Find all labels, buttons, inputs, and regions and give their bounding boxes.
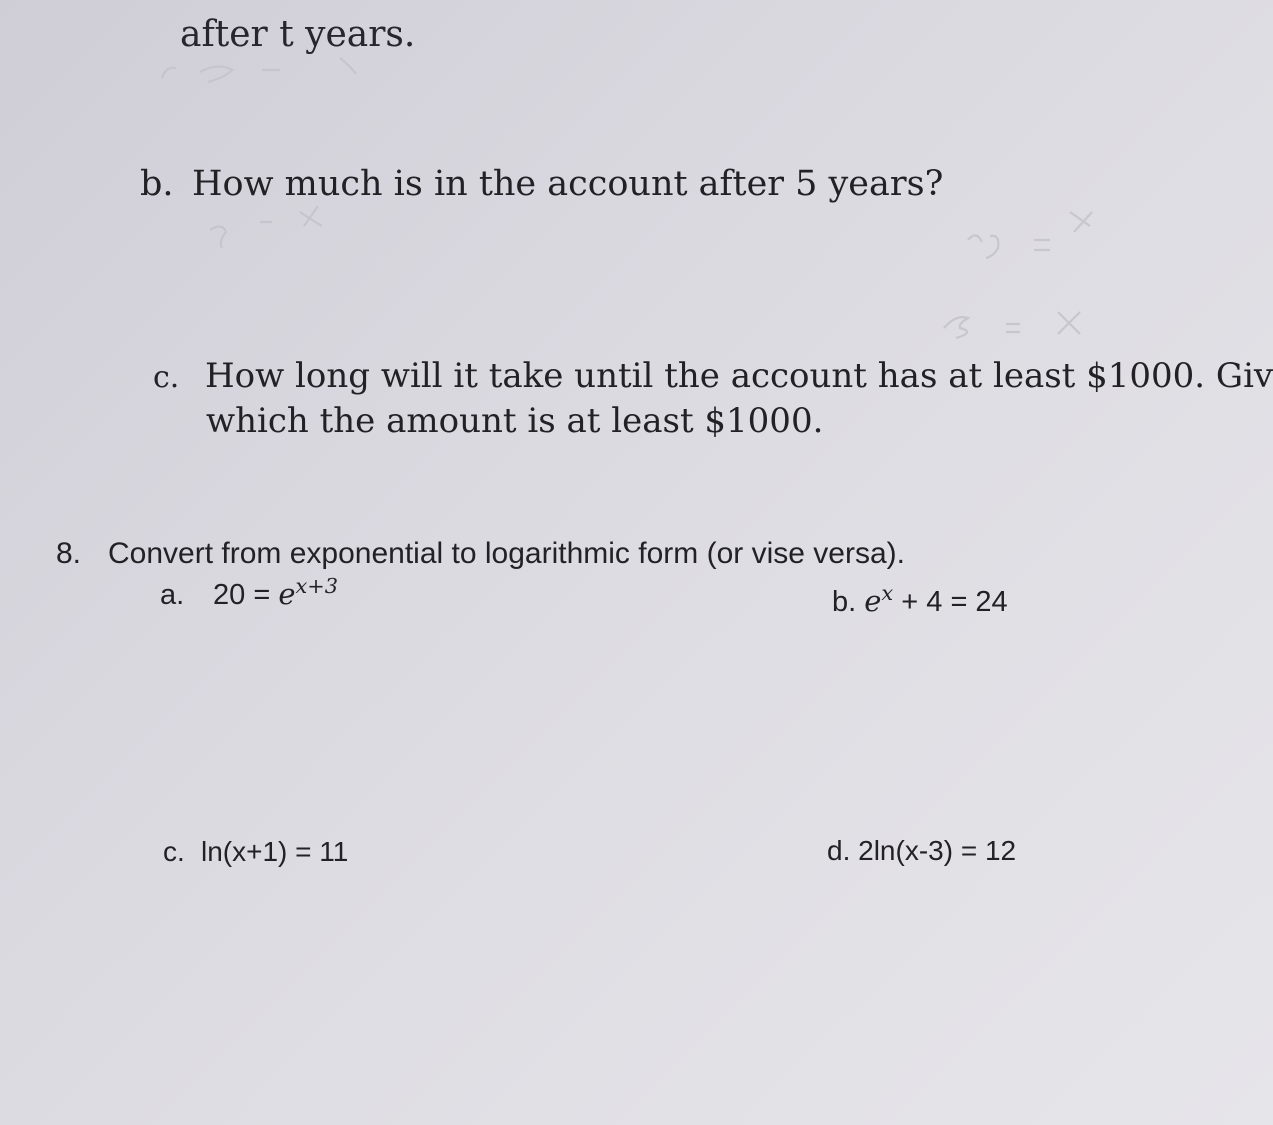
previous-question-ending: after t years.	[180, 14, 416, 55]
problem-8a-base: e	[278, 577, 296, 611]
problem-8a	[160, 573, 339, 612]
question-c-label: c.	[153, 360, 180, 395]
problem-8a-label: a.	[160, 579, 185, 611]
problem-8d-equation: 2ln(x-3) = 12	[858, 835, 1017, 866]
problem-8-heading	[56, 537, 905, 571]
question-b-label: b.	[140, 164, 174, 204]
problem-8d-label: d.	[827, 835, 851, 866]
problem-8-instruction: Convert from exponential to logarithmic form (or vise versa).	[108, 537, 905, 570]
problem-8b-base: e	[864, 584, 882, 618]
problem-8b-label: b.	[832, 586, 857, 618]
problem-8c	[163, 836, 348, 868]
problem-8b-rest: + 4 = 24	[893, 586, 1008, 618]
problem-8b	[832, 580, 1008, 619]
question-c-line-2: which the amount is at least $1000.	[206, 401, 824, 441]
question-b-text: How much is in the account after 5 years?	[192, 164, 944, 204]
problem-8c-label: c.	[163, 836, 185, 867]
problem-8d	[827, 835, 1016, 867]
problem-8a-lhs: 20 =	[213, 579, 279, 611]
problem-8-number: 8.	[56, 537, 82, 570]
question-b	[140, 164, 943, 204]
problem-8c-equation: ln(x+1) = 11	[201, 836, 349, 867]
problem-8b-exponent: x	[881, 580, 894, 605]
problem-8a-exponent: x+3	[295, 573, 339, 598]
question-c-line-1	[153, 356, 1273, 396]
question-c-text-1: How long will it take until the account has at least $1000. Giv	[205, 356, 1273, 396]
